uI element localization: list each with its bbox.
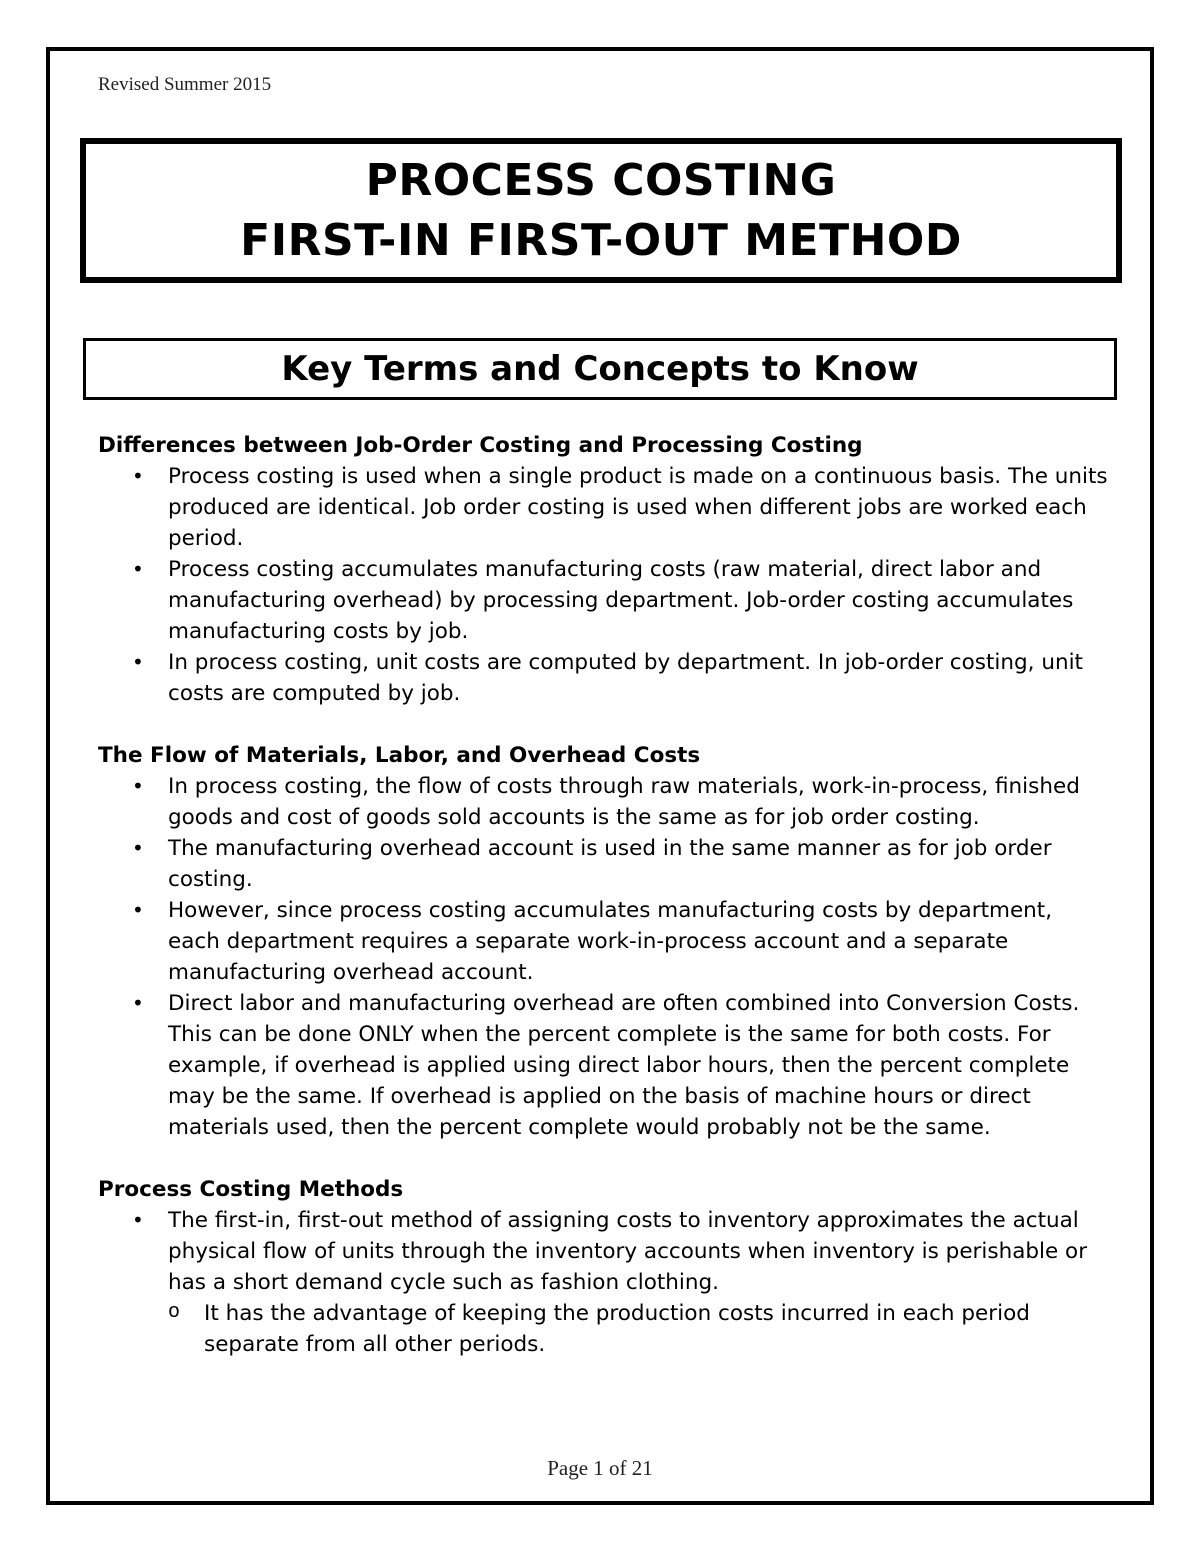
bullet-text: However, since process costing accumulates manufacturing costs by department, each department requires a separate work-in-process account and a separate manufacturing overhead account. xyxy=(168,898,1053,985)
bullet-item xyxy=(98,1205,1108,1360)
bullet-icon: • xyxy=(132,991,144,1015)
key-terms-box xyxy=(83,338,1117,400)
bullet-item xyxy=(98,647,1108,709)
sub-bullet-list xyxy=(168,1298,1108,1360)
key-terms-heading: Key Terms and Concepts to Know xyxy=(281,349,919,389)
bullet-list xyxy=(98,771,1108,1143)
section-heading: Differences between Job-Order Costing and Processing Costing xyxy=(98,433,863,458)
bullet-list xyxy=(98,1205,1108,1360)
bullet-text: Direct labor and manufacturing overhead are often combined into Conversion Costs. This can be done ONLY when the percent complete is the same for both costs. For example, if overhead is applied using direct labor hours, then the percent complete may be the same. If overhead is applied on the basis of machine hours or direct materials used, then the percent complete would probably not be the same. xyxy=(168,991,1080,1140)
bullet-icon: • xyxy=(132,464,144,488)
bullet-icon: • xyxy=(132,774,144,798)
title-line-2: FIRST-IN FIRST-OUT METHOD xyxy=(240,214,962,266)
bullet-item xyxy=(98,895,1108,988)
page-number: Page 1 of 21 xyxy=(547,1456,653,1480)
bullet-text: The first-in, first-out method of assigning costs to inventory approximates the actual physical flow of units through the inventory accounts when inventory is perishable or has a short demand cycle such as fashion clothing. xyxy=(168,1208,1088,1295)
title-line-1: PROCESS COSTING xyxy=(365,154,837,206)
bullet-item xyxy=(98,771,1108,833)
bullet-item xyxy=(98,554,1108,647)
sub-bullet-item xyxy=(168,1298,1108,1360)
bullet-text: In process costing, the flow of costs through raw materials, work-in-process, finished goods and cost of goods sold accounts is the same as for job order costing. xyxy=(168,774,1080,830)
sub-bullet-text: It has the advantage of keeping the production costs incurred in each period separate from all other periods. xyxy=(204,1301,1030,1357)
section-flow-of-costs xyxy=(98,740,1108,1143)
circle-bullet-icon: o xyxy=(168,1301,181,1324)
bullet-icon: • xyxy=(132,557,144,581)
bullet-text: The manufacturing overhead account is used in the same manner as for job order costing. xyxy=(168,836,1052,892)
bullet-item xyxy=(98,988,1108,1143)
section-heading: Process Costing Methods xyxy=(98,1177,404,1202)
title-box xyxy=(80,138,1122,283)
revised-date: Revised Summer 2015 xyxy=(98,74,272,95)
section-heading: The Flow of Materials, Labor, and Overhead Costs xyxy=(98,743,701,768)
section-differences xyxy=(98,430,1108,709)
bullet-item xyxy=(98,833,1108,895)
bullet-icon: • xyxy=(132,898,144,922)
bullet-list xyxy=(98,461,1108,709)
bullet-icon: • xyxy=(132,650,144,674)
bullet-icon: • xyxy=(132,1208,144,1232)
content xyxy=(98,430,1108,1391)
bullet-text: In process costing, unit costs are computed by department. In job-order costing, unit costs are computed by job. xyxy=(168,650,1083,706)
bullet-text: Process costing is used when a single product is made on a continuous basis. The units produced are identical. Job order costing is used when different jobs are worked each period. xyxy=(168,464,1108,551)
bullet-text: Process costing accumulates manufacturing costs (raw material, direct labor and manufacturing overhead) by processing department. Job-order costing accumulates manufacturing costs by job. xyxy=(168,557,1074,644)
bullet-icon: • xyxy=(132,836,144,860)
section-costing-methods xyxy=(98,1174,1108,1360)
bullet-item xyxy=(98,461,1108,554)
